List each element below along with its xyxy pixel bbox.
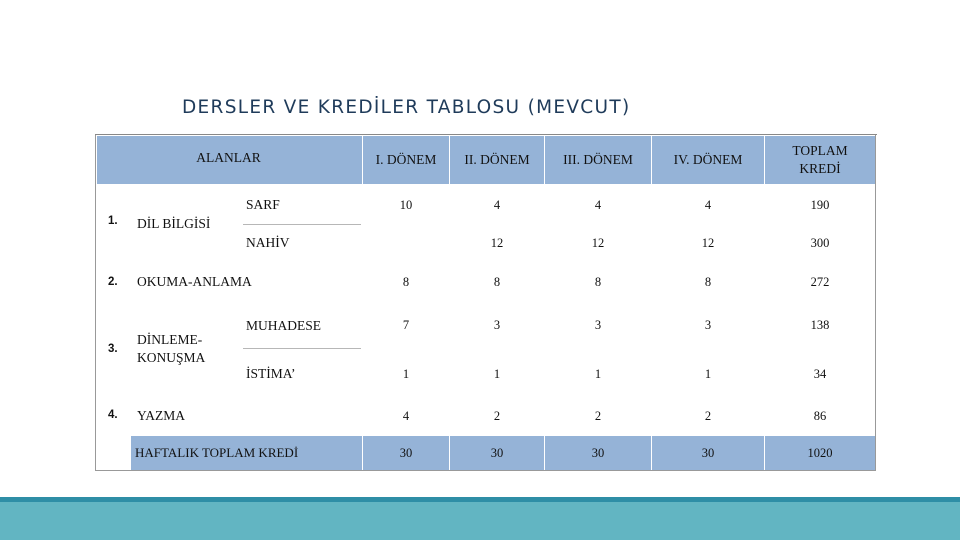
header-period-2: II. DÖNEM — [450, 136, 544, 184]
area-label: OKUMA-ANLAMA — [137, 274, 252, 289]
row-divider — [243, 348, 361, 349]
header-areas — [97, 136, 362, 184]
row-index: 1. — [108, 215, 118, 227]
sub-label: İSTİMA’ — [246, 366, 296, 381]
cell-value: 3 — [704, 317, 712, 332]
footer-label: HAFTALIK TOPLAM KREDİ — [131, 436, 362, 470]
cell-value: 8 — [594, 274, 602, 289]
cell-value: 3 — [493, 317, 501, 332]
header-areas-text: ALANLAR — [196, 149, 261, 165]
footer-value: 1020 — [765, 436, 875, 470]
area-label: YAZMA — [137, 408, 186, 423]
cell-value: 1 — [402, 366, 410, 381]
cell-value: 272 — [810, 274, 830, 289]
cell-value: 10 — [399, 197, 413, 212]
sub-label: MUHADESE — [246, 318, 322, 333]
cell-value: 8 — [402, 274, 410, 289]
cell-value: 1 — [704, 366, 712, 381]
cell-value: 1 — [493, 366, 501, 381]
cell-value: 2 — [493, 408, 501, 423]
cell-value: 300 — [810, 235, 830, 250]
footer-value: 30 — [545, 436, 651, 470]
area-label-text: DİNLEME-KONUŞMA — [137, 332, 206, 365]
cell-value: 12 — [490, 235, 504, 250]
cell-value: 1 — [594, 366, 602, 381]
sub-label: SARF — [246, 197, 280, 212]
cell-value: 34 — [813, 366, 827, 381]
row-index: 3. — [108, 343, 118, 355]
cell-value: 138 — [810, 317, 830, 332]
page-title: DERSLER VE KREDİLER TABLOSU (MEVCUT) — [182, 97, 631, 118]
row-index: 2. — [108, 276, 118, 288]
bottom-band-edge — [0, 497, 960, 502]
header-period-1: I. DÖNEM — [363, 136, 449, 184]
area-label: DİL BİLGİSİ — [137, 216, 211, 231]
footer-value: 30 — [450, 436, 544, 470]
sub-label: NAHİV — [246, 235, 290, 250]
footer-value: 30 — [652, 436, 764, 470]
cell-value: 12 — [701, 235, 715, 250]
cell-value — [363, 232, 449, 254]
cell-value: 86 — [813, 408, 827, 423]
bottom-band — [0, 497, 960, 540]
cell-value: 12 — [591, 235, 605, 250]
footer-value: 30 — [363, 436, 449, 470]
cell-value: 4 — [402, 408, 410, 423]
cell-value: 4 — [594, 197, 602, 212]
cell-value: 7 — [402, 317, 410, 332]
cell-value: 4 — [704, 197, 712, 212]
cell-value: 3 — [594, 317, 602, 332]
row-divider — [243, 224, 361, 225]
area-label — [137, 331, 237, 366]
cell-value: 8 — [704, 274, 712, 289]
row-index: 4. — [108, 409, 118, 421]
cell-value: 2 — [594, 408, 602, 423]
cell-value: 4 — [493, 197, 501, 212]
cell-value: 8 — [493, 274, 501, 289]
header-total: TOPLAM KREDİ — [765, 136, 875, 184]
cell-value: 190 — [810, 197, 830, 212]
header-period-3: III. DÖNEM — [545, 136, 651, 184]
cell-value: 2 — [704, 408, 712, 423]
header-period-4: IV. DÖNEM — [652, 136, 764, 184]
